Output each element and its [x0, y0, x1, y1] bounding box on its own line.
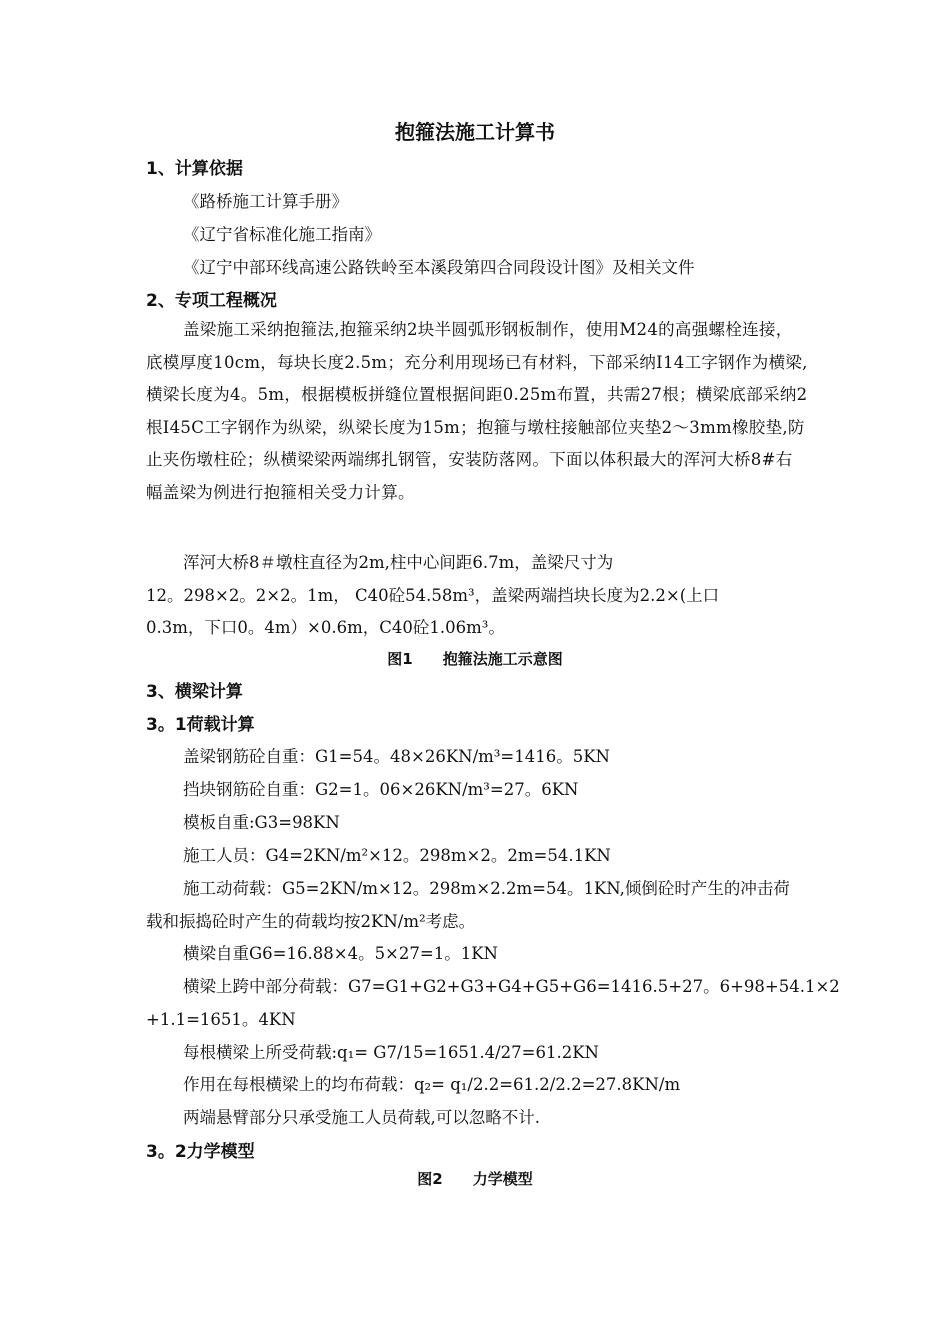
load-g3: 模板自重:G3=98KN [183, 813, 340, 832]
cantilever-note: 两端悬臂部分只承受施工人员荷载,可以忽略不计. [183, 1108, 540, 1127]
figure-2-caption: 图2 力学模型 [417, 1170, 533, 1188]
pier-info-line-1: 浑河大桥8＃墩柱直径为2m,柱中心间距6.7m，盖梁尺寸为 [183, 553, 614, 572]
pier-info-line-2: 12。298×2。2×2。1m， C40砼54.58m³，盖梁两端挡块长度为2.2×(上口 [146, 586, 720, 605]
section-2-heading: 2、专项工程概况 [146, 291, 277, 311]
section-1-heading: 1、计算依据 [146, 159, 243, 179]
pier-info-line-3: 0.3m，下口0。4m）×0.6m，C40砼1.06m³。 [146, 618, 505, 637]
load-g1: 盖梁钢筋砼自重：G1=54。48×26KN/m³=1416。5KN [183, 747, 610, 766]
load-g6: 横梁自重G6=16.88×4。5×27=1。1KN [183, 944, 498, 963]
load-g5-line-2: 载和振捣砼时产生的荷载均按2KN/m²考虑。 [146, 912, 476, 931]
section-3-heading: 3、横梁计算 [146, 682, 243, 702]
load-g7-line-1: 横梁上跨中部分荷载：G7=G1+G2+G3+G4+G5+G6=1416.5+27。6+98+54.1×2 [183, 977, 840, 996]
reference-3: 《辽宁中部环线高速公路铁岭至本溪段第四合同段设计图》及相关文件 [183, 258, 695, 277]
subsection-3-2-heading: 3。2力学模型 [146, 1142, 255, 1162]
load-g2: 挡块钢筋砼自重：G2=1。06×26KN/m³=27。6KN [183, 780, 579, 799]
overview-paragraph: 盖梁施工采纳抱箍法,抱箍采纳2块半圆弧形钢板制作，使用M24的高强螺栓连接，底模厚度10cm，每块长度2.5m；充分利用现场已有材料，下部采纳I14工字钢作为横梁,横梁长度为4。5m，根据模板拼缝位置根据间距0.25m布置，共需27根；横梁底部采纳2根I45C工字钢作为纵梁，纵梁长度为15m；抱箍与墩柱接触部位夹垫2～3mm橡胶垫,防止夹伤墩柱砼；纵横梁梁两端绑扎钢管，安装防落网。下面以体积最大的浑河大桥8#右幅盖梁为例进行抱箍相关受力计算。 [146, 320, 808, 502]
load-q1: 每根横梁上所受荷载:q₁= G7/15=1651.4/27=61.2KN [183, 1043, 599, 1062]
load-g7-line-2: +1.1=1651。4KN [146, 1010, 296, 1029]
document-title: 抱箍法施工计算书 [395, 120, 555, 144]
subsection-3-1-heading: 3。1荷载计算 [146, 715, 255, 735]
load-q2: 作用在每根横梁上的均布荷载：q₂= q₁/2.2=61.2/2.2=27.8KN/m [183, 1075, 681, 1094]
reference-1: 《路桥施工计算手册》 [183, 192, 348, 211]
load-g5-line-1: 施工动荷载：G5=2KN/m×12。298m×2.2m=54。1KN,倾倒砼时产生的冲击荷 [183, 879, 790, 898]
figure-1-caption: 图1 抱箍法施工示意图 [387, 650, 563, 668]
reference-2: 《辽宁省标准化施工指南》 [183, 225, 381, 244]
load-g4: 施工人员：G4=2KN/m²×12。298m×2。2m=54.1KN [183, 846, 611, 865]
